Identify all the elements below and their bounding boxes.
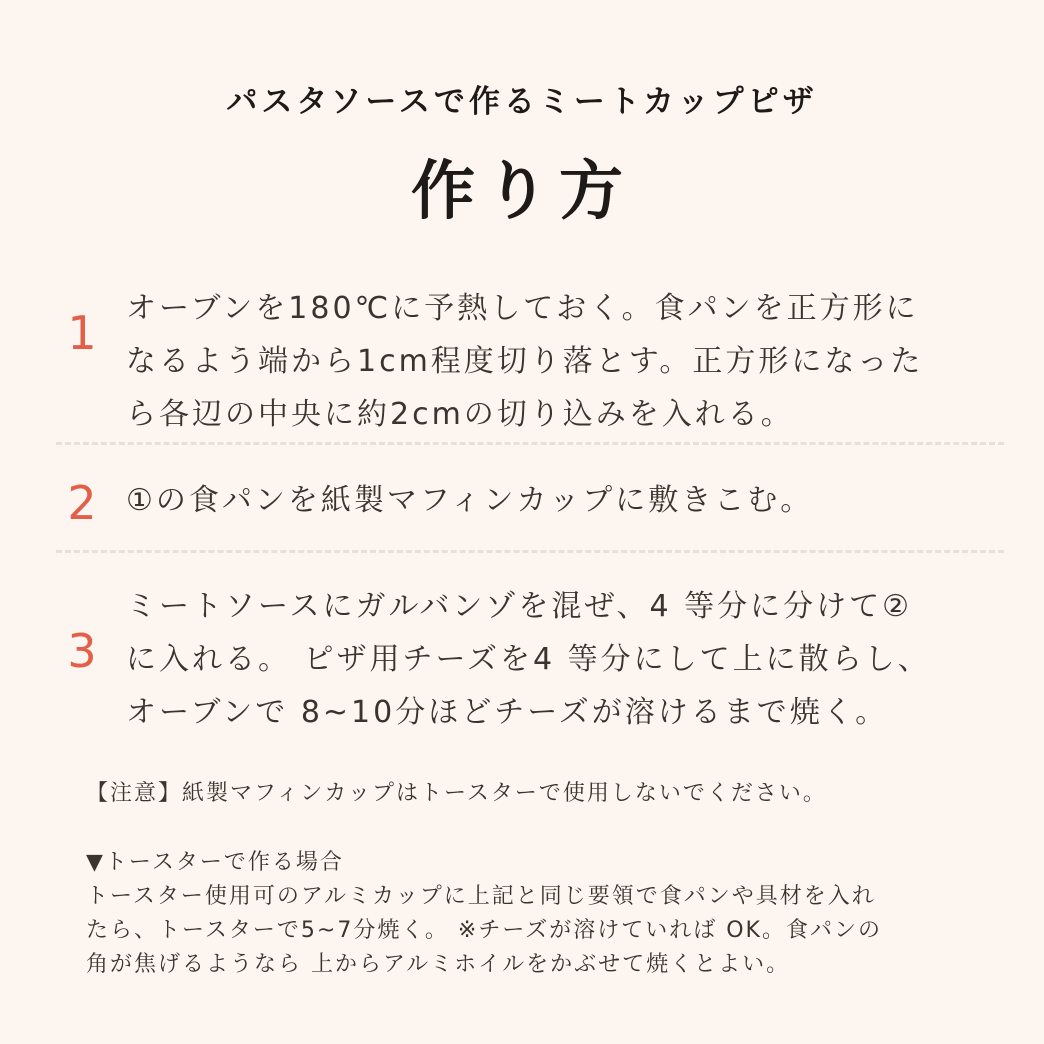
step-text: ミートソースにガルバンゾを混ぜ、4 等分に分けて② に入れる。 ピザ用チーズを4 等分にして上に散らし、 オーブンで 8~10分ほどチーズが溶けるまで焼く。 [126, 589, 931, 730]
toaster-section [86, 846, 986, 982]
recipe-subtitle: パスタソースで作るミートカップピザ [226, 84, 818, 120]
toaster-heading: ▼トースターで作る場合 [86, 850, 344, 875]
step-number: 1 [67, 306, 97, 360]
toaster-instructions: トースター使用可のアルミカップに上記と同じ要領で食パンや具材を入れ たら、トースターで5~7分焼く。 ※チーズが溶けていれば OK。食パンの 角が焦げるようなら 上からアルミホイルをかぶせて焼くとよい。 [86, 884, 882, 977]
page-title: 作り方 [411, 155, 633, 229]
step-divider [56, 550, 1004, 553]
caution-note: 【注意】紙製マフィンカップはトースターで使用しないでください。 [86, 781, 827, 806]
step-text: ①の食パンを紙製マフィンカップに敷きこむ。 [126, 483, 814, 518]
step-divider [56, 442, 1004, 445]
step-number: 2 [67, 476, 97, 530]
step-text: オーブンを180℃に予熱しておく。食パンを正方形に なるよう端から1cm程度切り落とす。正方形になった ら各辺の中央に約2cmの切り込みを入れる。 [126, 291, 924, 432]
step-number: 3 [67, 624, 97, 678]
